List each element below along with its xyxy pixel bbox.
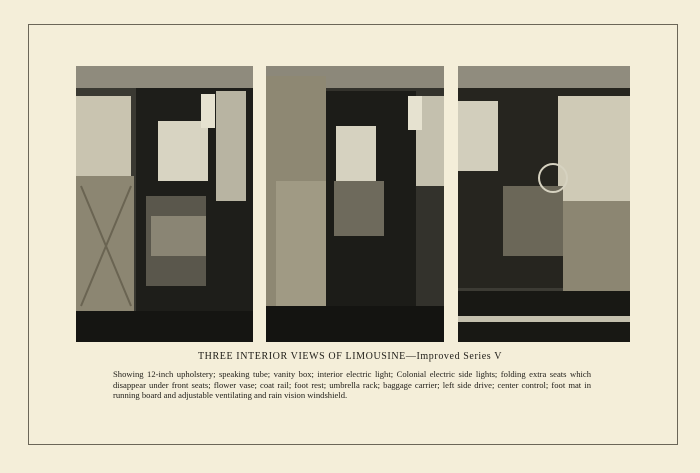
caption-body: Showing 12-inch upholstery; speaking tube; vanity box; interior electric light; Colonial electric side lights; folding extra seats which disappear under front seats; flower vase; coat rail; foot rest; umbrella rack; baggage carrier; left side drive; center control; foot mat in running board and adjustable ventilating and rain vision windshield.	[113, 369, 591, 401]
center-interior-photo	[266, 66, 444, 342]
caption-title: THREE INTERIOR VIEWS OF LIMOUSINE—Improved Series V	[197, 351, 503, 362]
left-interior-photo	[76, 66, 253, 342]
right-interior-photo	[458, 66, 630, 342]
